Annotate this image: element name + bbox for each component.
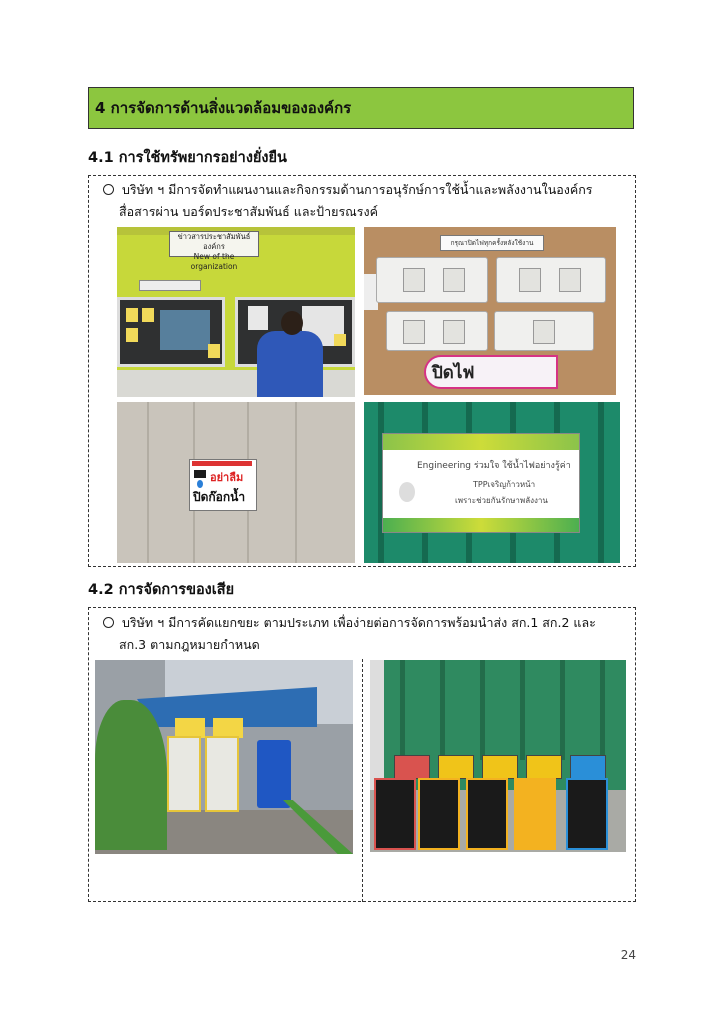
board-sign-line: ข่าวสารประชาสัมพันธ์องค์กร [177, 232, 251, 251]
bullet-icon [103, 617, 114, 628]
board-sign-line: New of the organization [190, 252, 238, 271]
energy-sign-line: เพราะช่วยกันรักษาพลังงาน [455, 496, 548, 505]
water-drop-icon [197, 480, 203, 488]
text-line: บริษัท ฯ มีการคัดแยกขยะ ตามประเภท เพื่อง่ายต่อการจัดการพร้อมนำส่ง สก.1 สก.2 และ [122, 615, 596, 630]
subsection-title-4-2: 4.2 การจัดการของเสีย [88, 582, 235, 598]
page-number: 24 [620, 948, 636, 962]
photo-sorting-bins [370, 660, 626, 852]
faucet-icon [194, 470, 206, 478]
photo-outdoor-bins [95, 660, 353, 854]
energy-sign-line: Engineering ร่วมใจ ใช้น้ำไฟอย่างรู้ค่า [417, 461, 571, 471]
energy-sign [382, 433, 580, 533]
photo-light-switches [364, 227, 616, 395]
section-title: 4 การจัดการด้านสิ่งแวดล้อมขององค์กร [95, 99, 352, 117]
tap-sign-line: อย่าลืม [210, 471, 244, 484]
switch-label: กรุณาปิดไฟทุกครั้งหลังใช้งาน [440, 235, 544, 251]
tap-sign [189, 459, 257, 511]
subsection-title-4-1: 4.1 การใช้ทรัพยากรอย่างยั่งยืน [88, 150, 287, 166]
section-header [88, 87, 634, 129]
lightbulb-icon [399, 482, 415, 502]
turn-off-sticker: ปิดไฟ [424, 355, 558, 389]
waste-text [103, 612, 596, 656]
photo-energy-sign [364, 402, 620, 563]
photo-tap-sign [117, 402, 355, 563]
bullet-icon [103, 184, 114, 195]
text-line: สื่อสารผ่าน บอร์ดประชาสัมพันธ์ และป้ายรณรงค์ [119, 204, 378, 219]
text-line: บริษัท ฯ มีการจัดทำแผนงานและกิจกรรมด้านการอนุรักษ์การใช้น้ำและพลังงานในองค์กร [122, 182, 593, 197]
board-title-sign [169, 231, 259, 271]
blue-bin [257, 740, 291, 808]
text-line: สก.3 ตามกฎหมายกำหนด [119, 637, 260, 652]
resource-use-text [103, 179, 593, 223]
waste-box-divider [362, 659, 363, 902]
energy-sign-line: TPPเจริญก้าวหน้า [473, 480, 536, 489]
photo-notice-board [117, 227, 355, 397]
tap-sign-line: ปิดก๊อกน้ำ [193, 490, 246, 504]
